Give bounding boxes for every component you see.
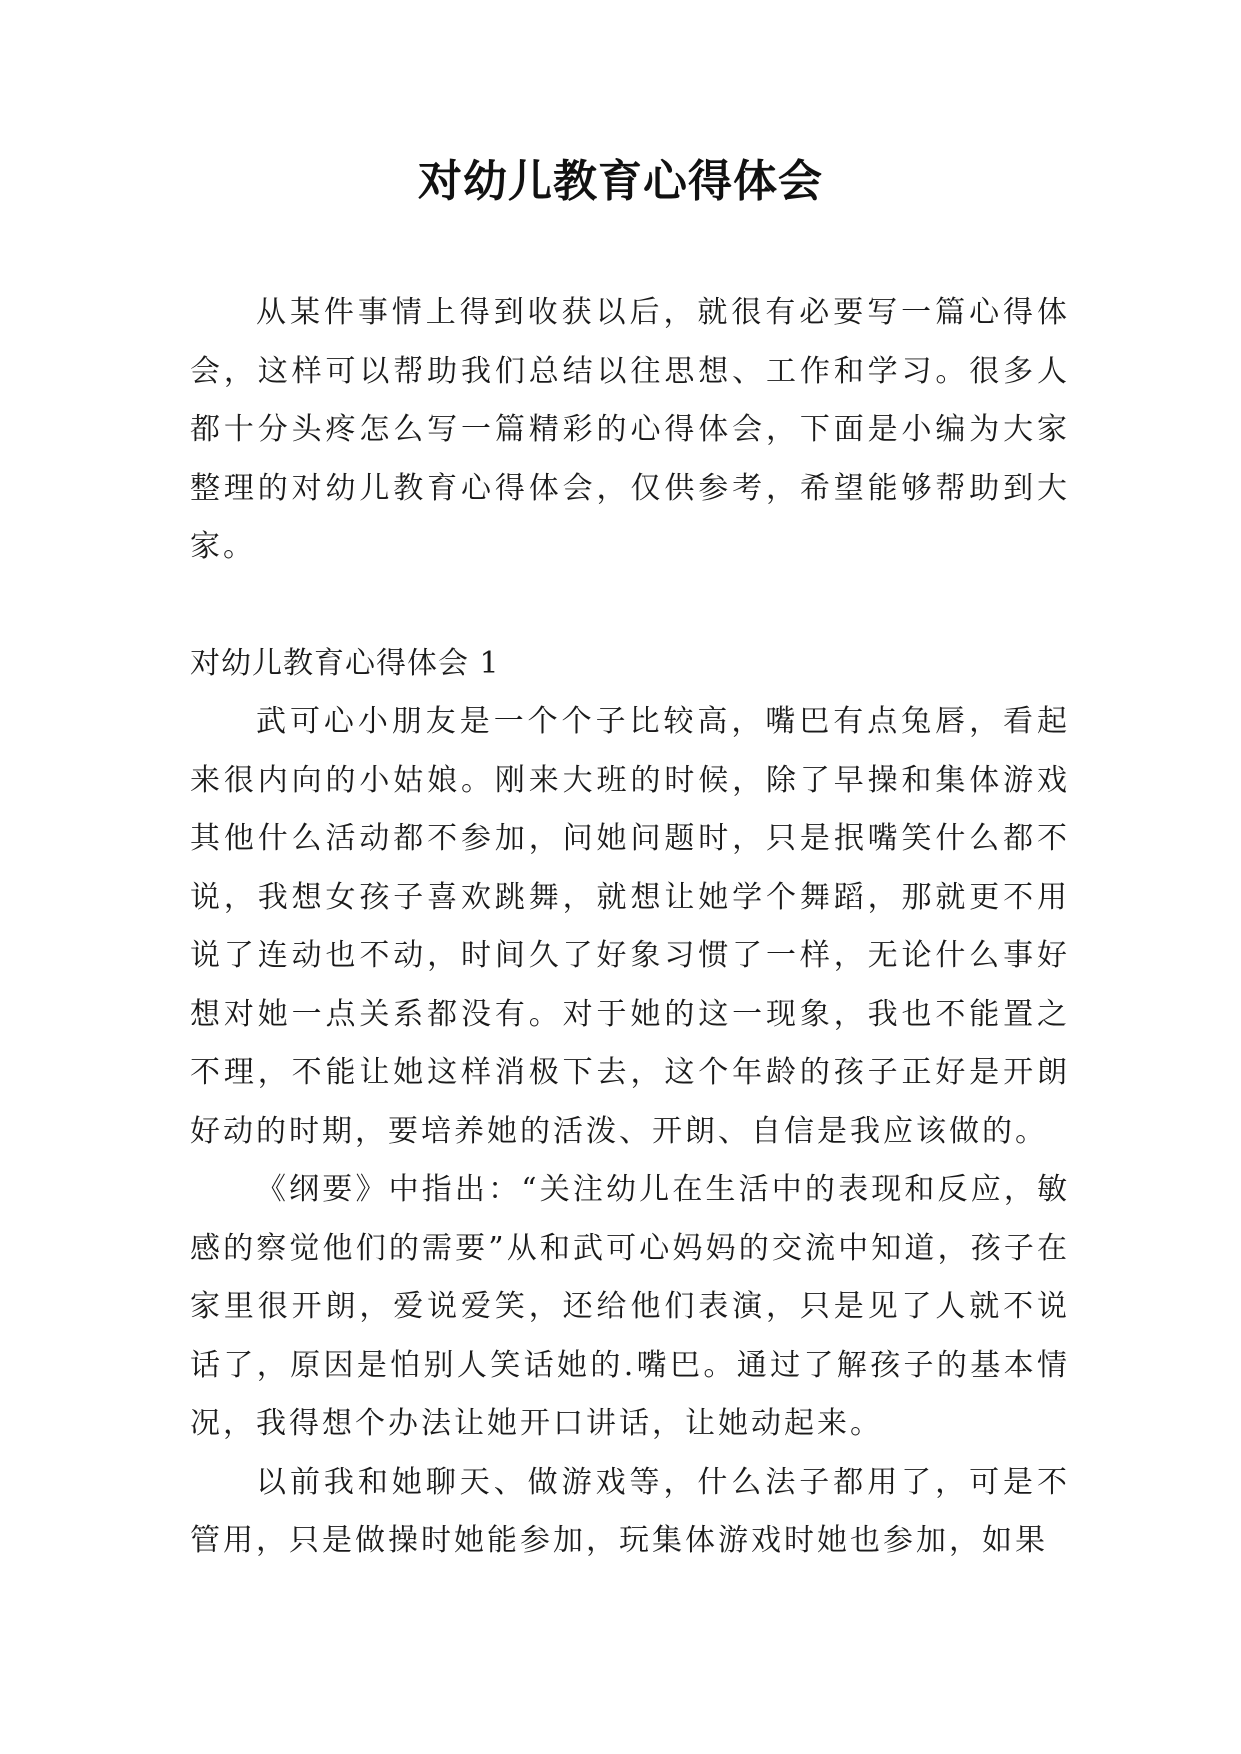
document-title: 对幼儿教育心得体会 [418, 156, 823, 207]
body-paragraph: 以前我和她聊天、做游戏等，什么法子都用了，可是不管用，只是做操时她能参加，玩集体游戏时她也参加，如果 [190, 1464, 1070, 1558]
intro-paragraph: 从某件事情上得到收获以后，就很有必要写一篇心得体会，这样可以帮助我们总结以往思想、工作和学习。很多人都十分头疼怎么写一篇精彩的心得体会，下面是小编为大家整理的对幼儿教育心得体会，仅供参考，希望能够帮助到大家。 [190, 295, 1070, 564]
body-paragraph: 《纲要》中指出：“关注幼儿在生活中的表现和反应，敏感的察觉他们的需要”从和武可心妈妈的交流中知道，孩子在家里很开朗，爱说爱笑，还给他们表演，只是见了人就不说话了，原因是怕别人笑话她的.嘴巴。通过了解孩子的基本情况，我得想个办法让她开口讲话，让她动起来。 [190, 1172, 1070, 1441]
section-heading: 对幼儿教育心得体会 1 [190, 645, 500, 681]
document-body [190, 284, 1070, 1571]
body-paragraph: 武可心小朋友是一个个子比较高，嘴巴有点兔唇，看起来很内向的小姑娘。刚来大班的时候，除了早操和集体游戏其他什么活动都不参加，问她问题时，只是抿嘴笑什么都不说，我想女孩子喜欢跳舞，就想让她学个舞蹈，那就更不用说了连动也不动，时间久了好象习惯了一样，无论什么事好想对她一点关系都没有。对于她的这一现象，我也不能置之不理，不能让她这样消极下去，这个年龄的孩子正好是开朗好动的时期，要培养她的活泼、开朗、自信是我应该做的。 [190, 704, 1070, 1149]
